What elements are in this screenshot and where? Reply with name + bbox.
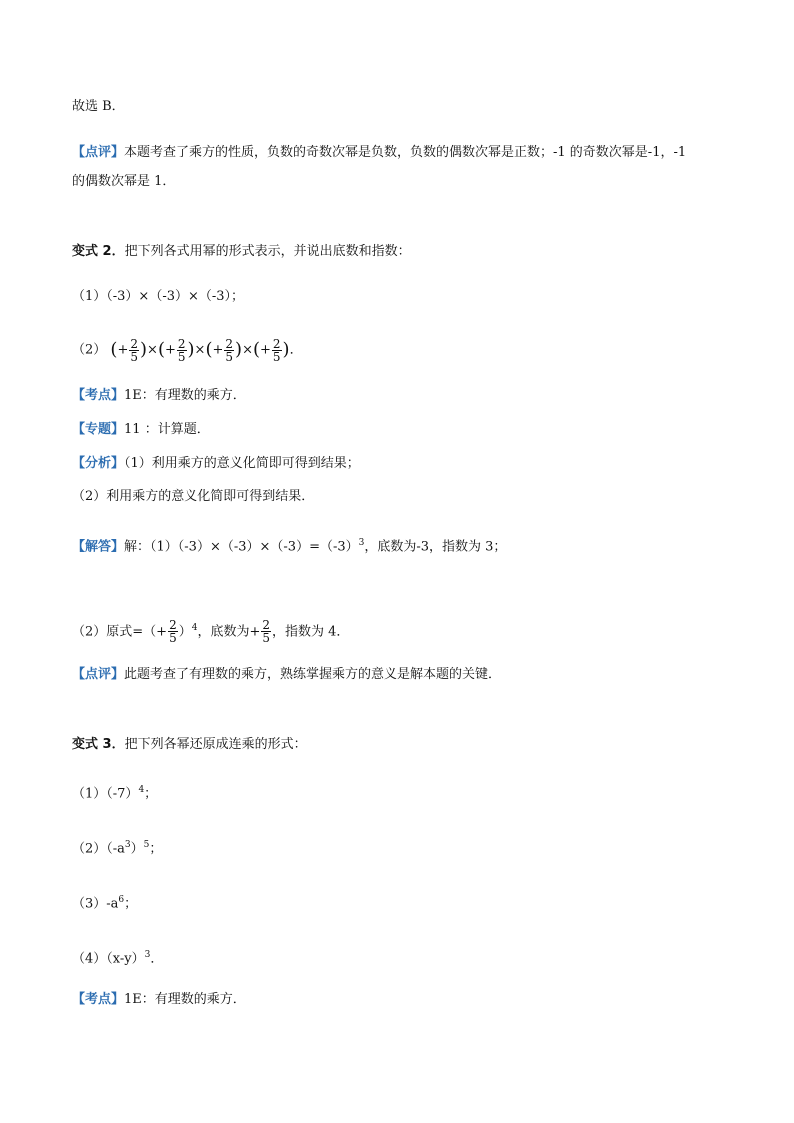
kaodian2-text: 1E：有理数的乘方． (124, 992, 246, 1007)
fraction: $\frac{2}{5}$ (262, 618, 270, 646)
jieda-text1a: 解：（1）（-3）×（-3）×（-3）=（-3） (124, 539, 359, 555)
comment1-tag: 【点评】 (72, 145, 125, 160)
variant3-item4: $(4)(x-y)^3$． (72, 950, 164, 967)
jieda-exp2: 4 (191, 623, 198, 633)
item2-prefix: （2） (72, 342, 107, 358)
answer-line (72, 97, 125, 117)
variant3-heading (72, 735, 307, 755)
comment1-line2 (72, 172, 175, 192)
open-paren: ( (110, 339, 118, 360)
jieda-text2c: ，指数为 4． (272, 624, 350, 640)
times-sign: × (194, 342, 206, 358)
jieda-text1b: ，底数为-3，指数为 3； (364, 539, 507, 555)
jieda-text2a: （2）原式=（+ (72, 624, 168, 640)
kaodian2-line (72, 990, 246, 1010)
variant3-item1: $(1)(-7)^4$； (72, 785, 158, 802)
variant2-title: 变式 2． (72, 244, 125, 259)
comment1-text-a: 本题考查了乘方的性质，负数的奇数次幂是负数，负数的偶数次幂是正数；-1 的奇数次幂是-1，-1 (124, 145, 687, 160)
fenxi-tag: 【分析】 (72, 456, 125, 471)
kaodian2-tag: 【考点】 (72, 992, 125, 1007)
fenxi-line1 (72, 454, 360, 474)
comment1-text-b: 的偶数次幂是 1． (72, 174, 176, 189)
answer-text: 故选 B． (72, 99, 125, 114)
comment2-line (72, 665, 501, 685)
variant3-item3: $(3)-a^6$； (72, 895, 138, 912)
kaodian1-tag: 【考点】 (72, 388, 125, 403)
jieda-exp1: 3 (358, 538, 365, 548)
fraction: $\frac{2}{5}$ (225, 336, 234, 364)
variant2-prompt: 把下列各式用幂的形式表示，并说出底数和指数： (124, 244, 411, 259)
fraction: $\frac{2}{5}$ (272, 336, 281, 364)
jieda-line2: （2）原式=（+ $\frac{2}{5}$ ）$^4$，底数为+ $\frac{2}{5}$ ，指数为 4． (72, 618, 350, 646)
fenxi-text-b: （2）利用乘方的意义化简即可得到结果． (72, 489, 315, 504)
variant2-item1-text: （1）（-3）×（-3）×（-3）； (72, 289, 245, 304)
variant2-heading (72, 242, 411, 262)
kaodian1-line (72, 386, 246, 406)
comment2-tag: 【点评】 (72, 667, 125, 682)
fraction: $\frac{2}{5}$ (169, 618, 177, 646)
times-sign: × (242, 342, 253, 358)
variant3-item2: $(2)(-a^3)^5$； (72, 840, 163, 857)
fraction: $\frac{2}{5}$ (130, 336, 138, 364)
kaodian1-text: 1E：有理数的乘方． (124, 388, 246, 403)
jieda-tag: 【解答】 (72, 539, 125, 555)
item2-end: ． (289, 342, 303, 358)
close-paren: ) (140, 339, 148, 360)
comment2-text: 此题考查了有理数的乘方，熟练掌握乘方的意义是解本题的关键． (124, 667, 502, 682)
jieda-line1 (72, 533, 506, 557)
fenxi-line2 (72, 487, 314, 507)
variant3-title: 变式 3． (72, 737, 125, 752)
times-sign: × (147, 342, 158, 358)
variant3-prompt: 把下列各幂还原成连乘的形式： (124, 737, 307, 752)
variant2-item1 (72, 287, 244, 307)
zhuanti-tag: 【专题】 (72, 422, 125, 437)
zhuanti-text: 11 ：计算题． (124, 422, 210, 437)
variant2-item2: （2） (+ $\frac{2}{5}$ )×(+ $\frac{2}{5}$ )×(+ $\frac{2}{5}$ )×(+ $\frac{2}{5}$ )． (72, 336, 303, 364)
fraction: $\frac{2}{5}$ (177, 336, 186, 364)
fenxi-text-a: （1）利用乘方的意义化简即可得到结果； (124, 456, 360, 471)
jieda-text2b: ，底数为+ (197, 624, 261, 640)
comment1-line1 (72, 143, 686, 163)
zhuanti-line (72, 420, 210, 440)
